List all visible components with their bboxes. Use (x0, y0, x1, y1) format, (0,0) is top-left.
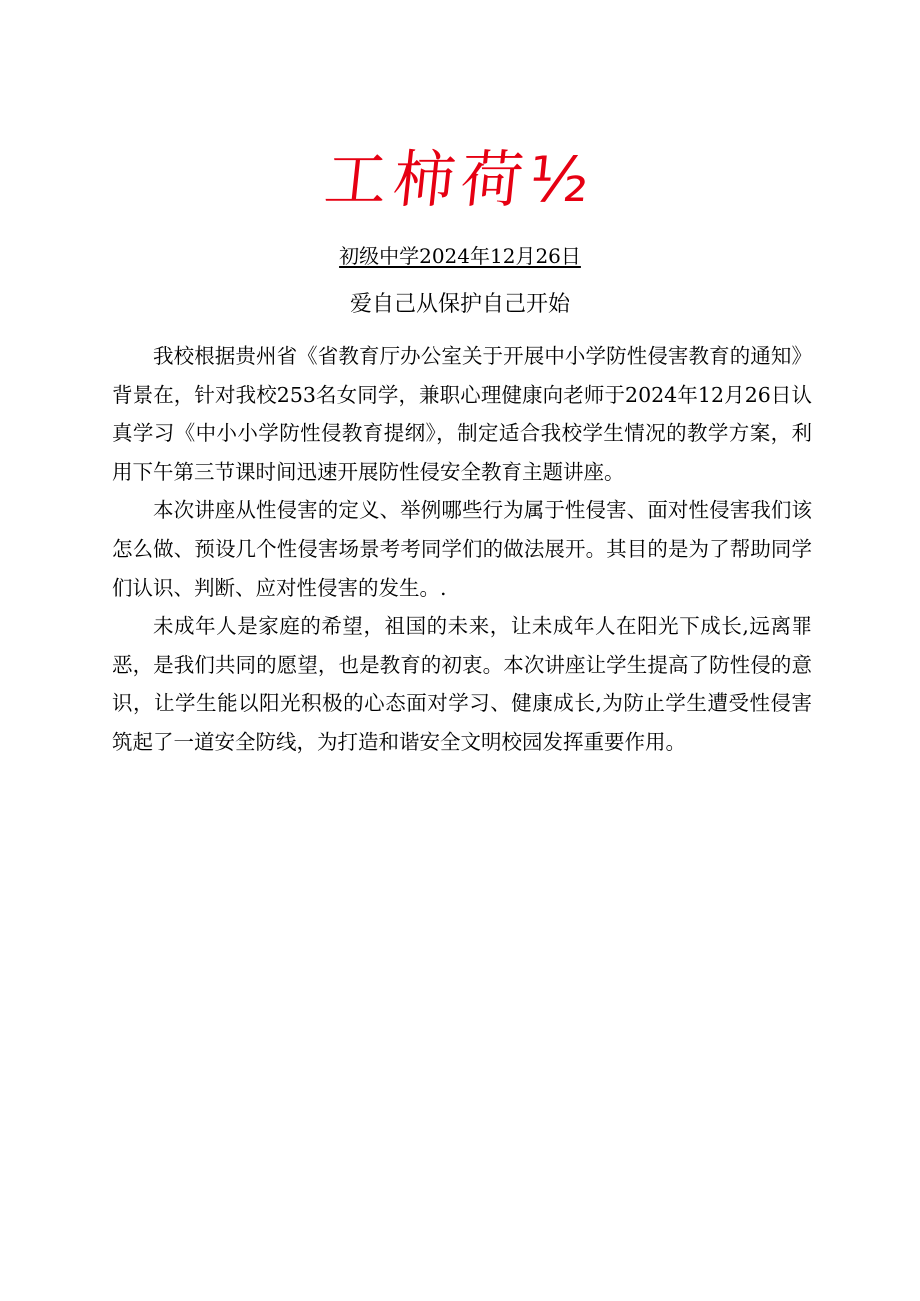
paragraph-2: 本次讲座从性侵害的定义、举例哪些行为属于性侵害、面对性侵害我们该怎么做、预设几个性侵害场景考考同学们的做法展开。其目的是为了帮助同学们认识、判断、应对性侵害的发生。. (112, 498, 812, 600)
paragraph-3: 未成年人是家庭的希望，祖国的未来，让未成年人在阳光下成长,远离罪恶，是我们共同的愿望，也是教育的初衷。本次讲座让学生提高了防性侵的意识，让学生能以阳光积极的心态面对学习、健康成长,为防止学生遭受性侵害筑起了一道安全防线，为打造和谐安全文明校园发挥重要作用。 (112, 614, 812, 754)
article-title: 爱自己从保护自己开始 (349, 292, 570, 317)
paragraph-1: 我校根据贵州省《省教育厅办公室关于开展中小学防性侵害教育的通知》背景在，针对我校253名女同学，兼职心理健康向老师于2024年12月26日认真学习《中小小学防性侵教育提纲》，制定适合我校学生情况的教学方案，利用下午第三节课时间迅速开展防性侵安全教育主题讲座。 (112, 344, 812, 484)
date-line-text: 初级中学2024年12月26日 (339, 244, 581, 268)
masthead-title: 工柿荷½ (321, 143, 599, 216)
date-line (0, 242, 920, 270)
article-body (112, 337, 812, 762)
